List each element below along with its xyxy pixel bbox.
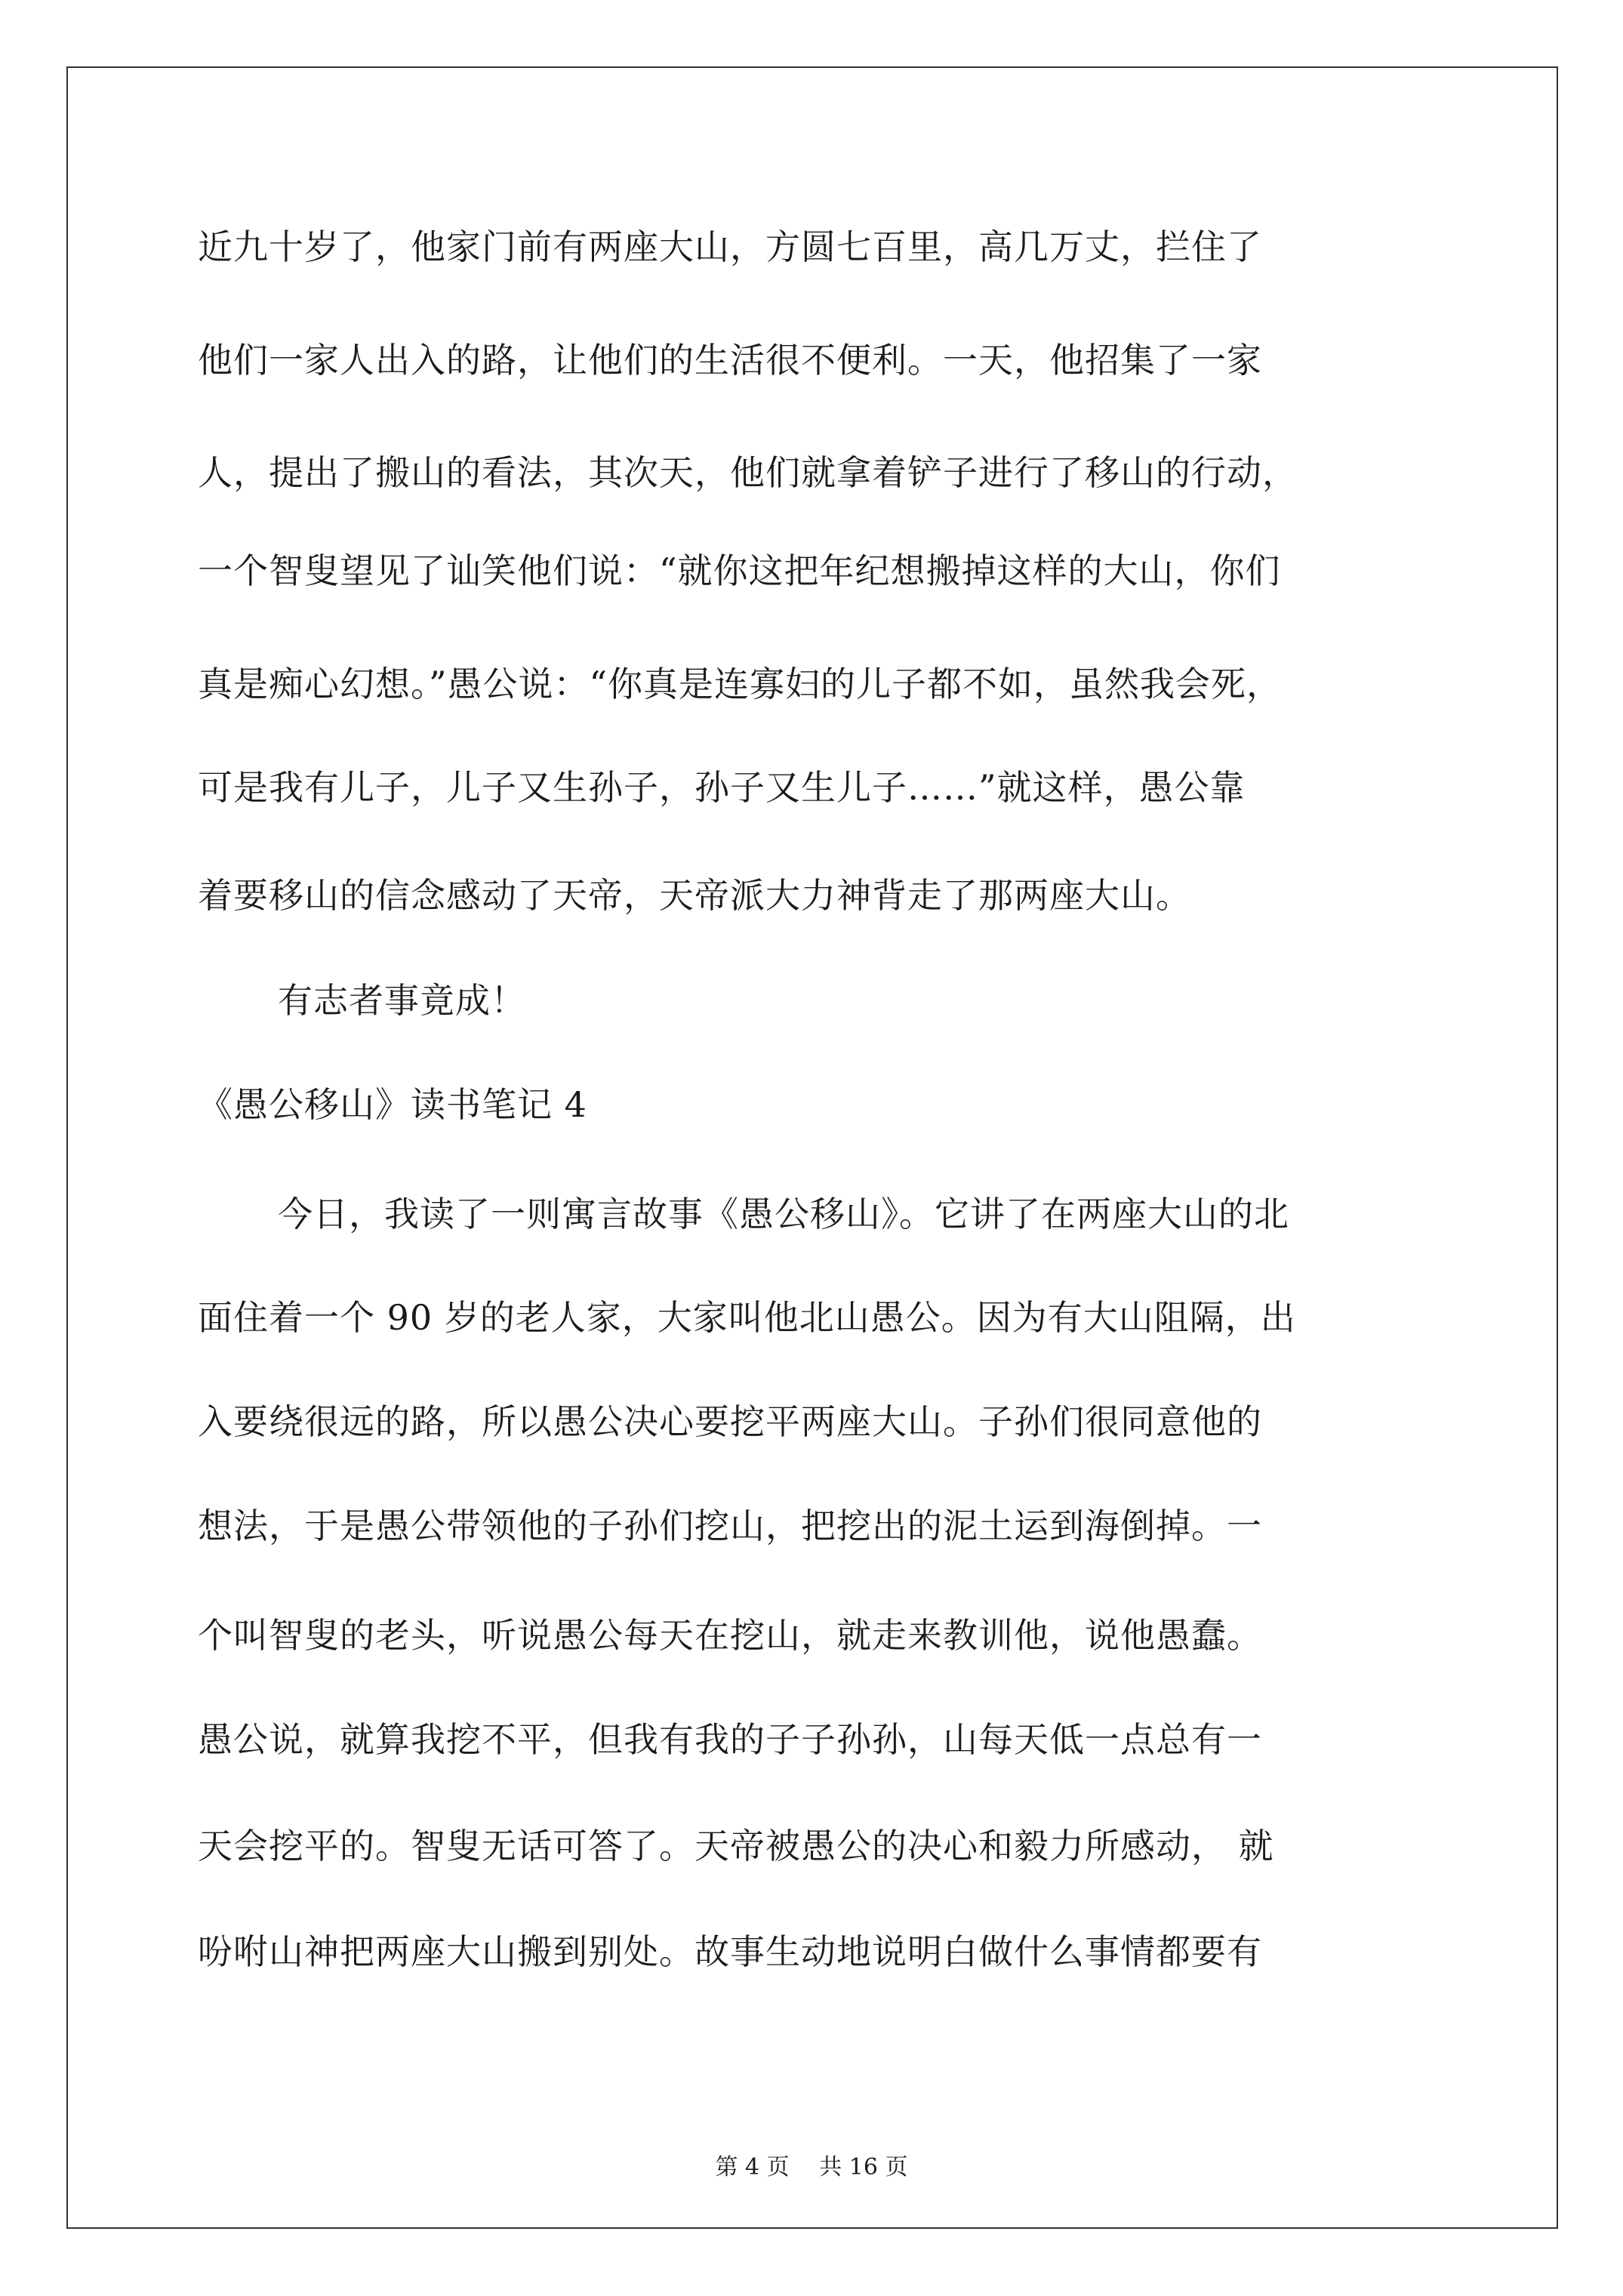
text-line-14: 个叫智叟的老头，听说愚公每天在挖山，就走来教训他，说他愚蠢。 <box>198 1615 1262 1656</box>
text-line-13: 想法，于是愚公带领他的子孙们挖山，把挖出的泥土运到海倒掉。一 <box>198 1505 1262 1546</box>
text-line-5: 真是痴心幻想。”愚公说：“你真是连寡妇的儿子都不如，虽然我会死， <box>198 664 1283 704</box>
text-line-4: 一个智叟望见了讪笑他们说：“就你这把年纪想搬掉这样的大山，你们 <box>198 550 1281 591</box>
page-number-footer: 第 4 页 共 16 页 <box>715 2154 908 2180</box>
page-border <box>66 66 1558 2229</box>
text-line-10: 今日，我读了一则寓言故事《愚公移山》。它讲了在两座大山的北 <box>278 1194 1289 1234</box>
text-line-3: 人，提出了搬山的看法，其次天，他们就拿着铲子进行了移山的行动， <box>198 452 1298 493</box>
text-line-1: 近九十岁了，他家门前有两座大山，方圆七百里，高几万丈，拦住了 <box>198 227 1262 267</box>
text-line-2: 他们一家人出入的路，让他们的生活很不便利。一天，他招集了一家 <box>198 340 1262 381</box>
text-line-6: 可是我有儿子，儿子又生孙子，孙子又生儿子……”就这样，愚公靠 <box>198 767 1246 808</box>
section-heading: 《愚公移山》读书笔记 4 <box>198 1084 587 1125</box>
text-line-17: 吩咐山神把两座大山搬到别处。故事生动地说明白做什么事情都要有 <box>198 1931 1262 1972</box>
text-line-7: 着要移山的信念感动了天帝，天帝派大力神背走了那两座大山。 <box>198 875 1191 916</box>
text-line-11: 面住着一个 90 岁的老人家，大家叫他北山愚公。因为有大山阻隔，出 <box>198 1297 1296 1338</box>
text-line-15: 愚公说，就算我挖不平，但我有我的子子孙孙，山每天低一点总有一 <box>198 1719 1262 1760</box>
text-line-8: 有志者事竟成！ <box>278 980 526 1021</box>
text-line-16: 天会挖平的。智叟无话可答了。天帝被愚公的决心和毅力所感动， 就 <box>198 1826 1274 1866</box>
text-line-12: 入要绕很远的路，所以愚公决心要挖平两座大山。子孙们很同意他的 <box>198 1401 1262 1442</box>
